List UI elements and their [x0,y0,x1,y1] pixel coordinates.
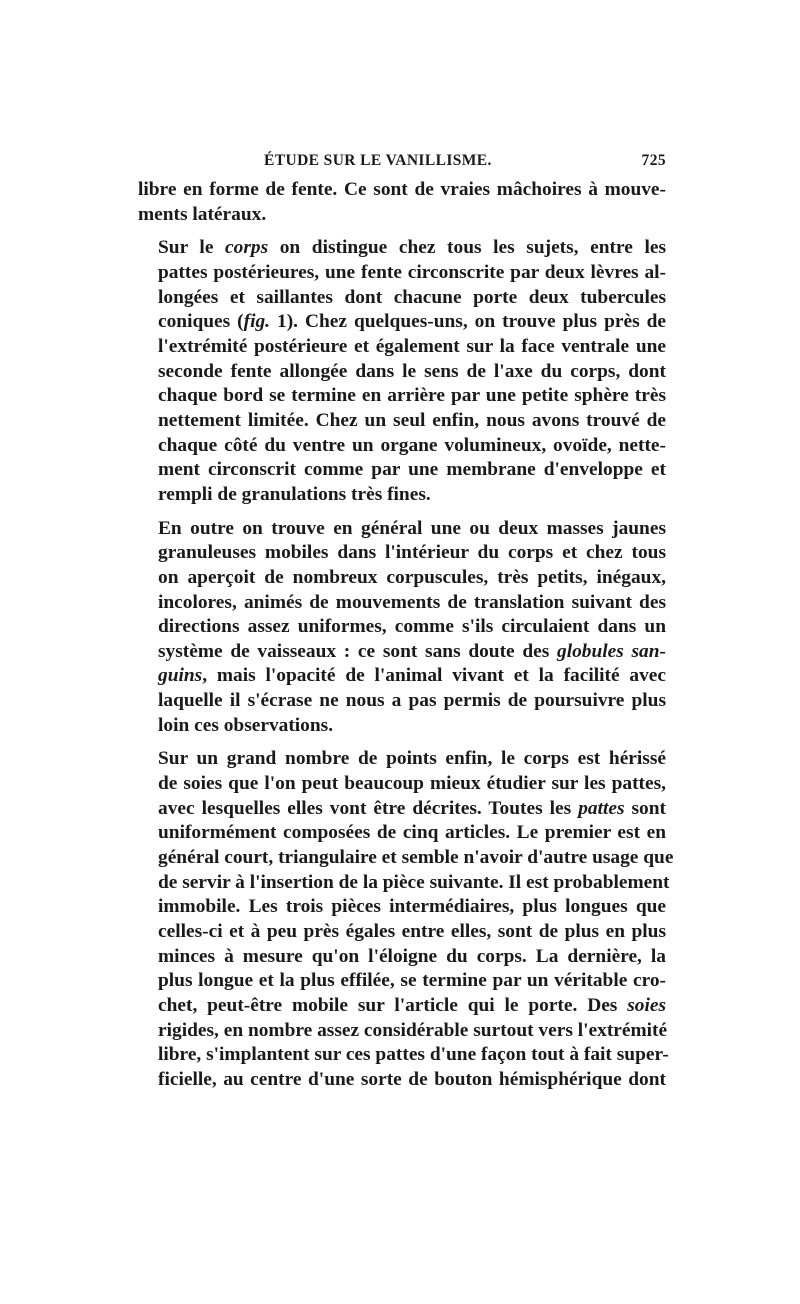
book-page [138,148,674,1093]
text-line: rigides, en nombre assez considérable surtout vers l'extrémité [158,1019,668,1041]
text-line: plus longue et la plus effilée, se termine par un véritable cro- [158,970,666,992]
text-line: avec lesquelles elles vont être décrites. Toutes les pattes sont [158,797,666,819]
text-line: granuleuses mobiles dans l'intérieur du corps et chez tous [158,542,666,564]
paragraph-1 [138,178,666,227]
running-header [138,148,666,178]
italic-term: pattes [578,797,625,819]
text-line: loin ces observations. [158,714,334,736]
text-line: immobile. Les trois pièces intermédiaires, plus longues que [158,896,666,918]
italic-term: globules san- [557,640,666,662]
text-line: En outre on trouve en général une ou deux masses jaunes [158,517,666,539]
running-title: ÉTUDE SUR LE VANILLISME. [264,152,492,169]
text-line: chaque côté du ventre un organe volumineux, ovoïde, nette- [158,434,666,456]
paragraph-3 [138,517,666,739]
italic-term: fig. [243,311,271,333]
text-line: de soies que l'on peut beaucoup mieux étudier sur les pattes, [158,773,666,795]
text-line: général court, triangulaire et semble n'avoir d'autre usage que [158,847,674,869]
text-line: système de vaisseaux : ce sont sans doute des globules san- [158,640,666,662]
paragraph-2 [138,236,666,507]
text-line: ment circonscrit comme par une membrane d'enveloppe et [158,459,666,481]
text-line: chaque bord se termine en arrière par une petite sphère très [158,385,666,407]
text-line: ficielle, au centre d'une sorte de bouton hémisphérique dont [158,1068,666,1090]
text-line: coniques (fig. 1). Chez quelques-uns, on trouve plus près de [158,311,666,333]
text-line: celles-ci et à peu près égales entre elles, sont de plus en plus [158,921,666,943]
paragraph-4 [138,747,674,1092]
text-line: rempli de granulations très fines. [158,483,431,505]
italic-term: guins [158,665,203,687]
text-line: Sur le corps on distingue chez tous les sujets, entre les [158,237,666,259]
text-line: directions assez uniformes, comme s'ils circulaient dans un [158,616,666,638]
text-line: de servir à l'insertion de la pièce suivante. Il est probablement [158,871,670,893]
page-number: 725 [641,152,666,169]
text-line: Sur un grand nombre de points enfin, le corps est hérissé [158,748,666,770]
italic-term: soies [627,995,666,1016]
text-line: uniformément composées de cinq articles. Le premier est en [158,822,666,844]
text-line: libre en forme de fente. Ce sont de vraies mâchoires à mouve- [138,179,666,200]
text-line: guins, mais l'opacité de l'animal vivant et la facilité avec [158,665,666,687]
text-line: laquelle il s'écrase ne nous a pas permis de poursuivre plus [158,690,666,712]
text-line: incolores, animés de mouvements de translation suivant des [158,591,666,613]
text-line: libre, s'implantent sur ces pattes d'une façon tout à fait super- [158,1044,669,1066]
text-line: nettement limitée. Chez un seul enfin, nous avons trouvé de [158,409,666,431]
text-line: l'extrémité postérieure et également sur la face ventrale une [158,335,666,357]
text-line: chet, peut-être mobile sur l'article qui le porte. Des soies [158,995,666,1016]
text-line: longées et saillantes dont chacune porte deux tubercules [158,286,666,308]
italic-term: corps [225,237,269,259]
text-line: seconde fente allongée dans le sens de l'axe du corps, dont [158,360,666,382]
text-line: ments latéraux. [138,203,267,225]
text-line: minces à mesure qu'on l'éloigne du corps. La dernière, la [158,945,666,967]
text-line: on aperçoit de nombreux corpuscules, très petits, inégaux, [158,566,666,588]
text-line: pattes postérieures, une fente circonscrite par deux lèvres al- [158,261,666,283]
